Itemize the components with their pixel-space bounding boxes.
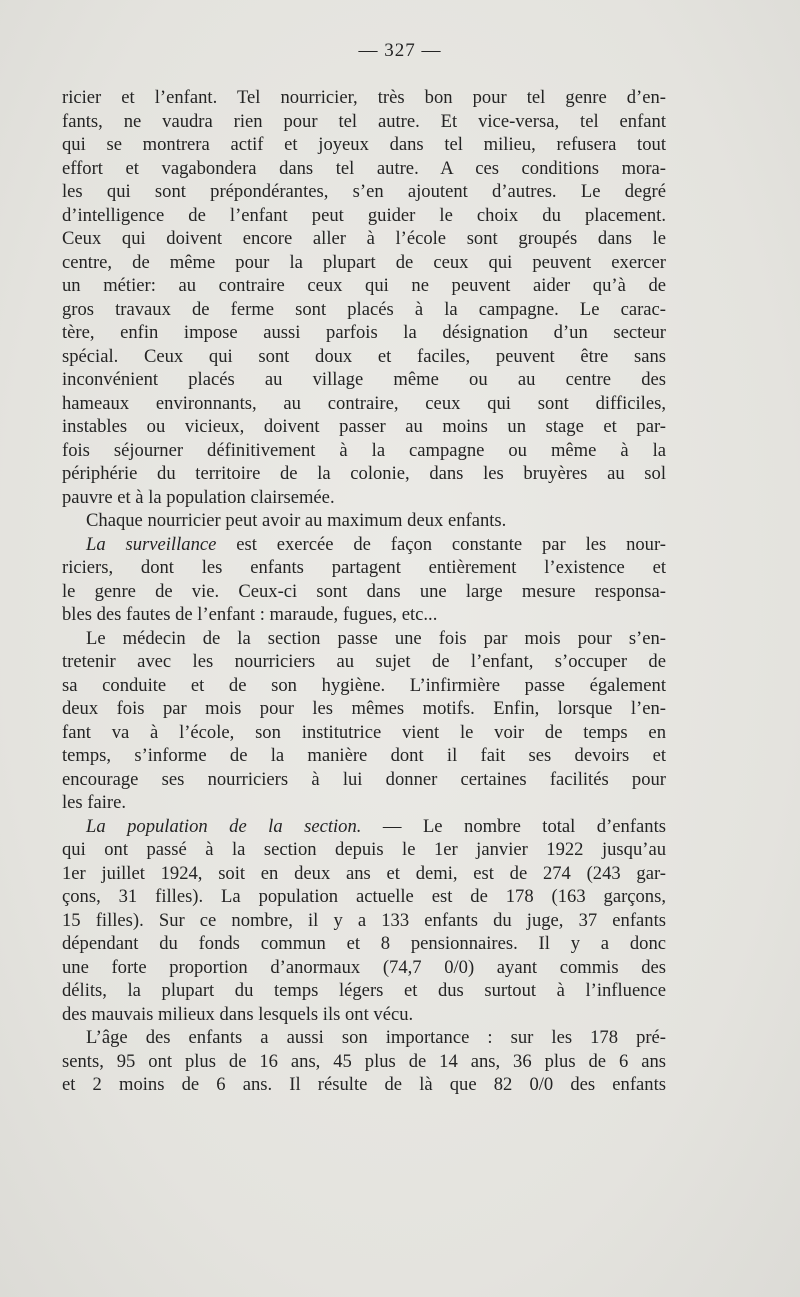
text-line bbox=[62, 462, 666, 486]
line-text: une forte proportion d’anormaux (74,7 0/0) ayant commis des bbox=[62, 956, 666, 978]
text-line bbox=[62, 298, 666, 322]
line-text: ricier et l’enfant. Tel nourricier, très bon pour tel genre d’en- bbox=[62, 87, 666, 108]
line-text: qui ont passé à la section depuis le 1er janvier 1922 jusqu’au bbox=[62, 839, 666, 860]
text-line bbox=[62, 251, 666, 275]
line-text: fois séjourner définitivement à la campagne ou même à la bbox=[62, 439, 666, 461]
text-line bbox=[62, 321, 666, 345]
text-line bbox=[62, 204, 666, 228]
line-text: pauvre et à la population clairsemée. bbox=[62, 486, 335, 508]
line-text: centre, de même pour la plupart de ceux qui peuvent exercer bbox=[62, 251, 666, 273]
text-line bbox=[62, 580, 666, 604]
line-text: — Le nombre total d’enfants bbox=[361, 815, 666, 837]
line-text: 1er juillet 1924, soit en deux ans et demi, est de 274 (243 gar- bbox=[62, 862, 666, 884]
text-line bbox=[62, 415, 666, 439]
text-line bbox=[62, 180, 666, 204]
text-line bbox=[62, 1003, 666, 1027]
line-text: les faire. bbox=[62, 792, 127, 813]
text-line bbox=[62, 439, 666, 463]
text-line bbox=[62, 486, 666, 510]
text-line bbox=[62, 815, 666, 839]
line-text: sa conduite et de son hygiène. L’infirmière passe également bbox=[62, 674, 666, 696]
line-text: inconvénient placés au village même ou au centre des bbox=[62, 369, 666, 390]
text-line bbox=[62, 227, 666, 251]
page-number: — 327 — bbox=[358, 40, 442, 61]
line-text: fant va à l’école, son institutrice vient le voir de temps en bbox=[62, 721, 666, 743]
body-text bbox=[62, 86, 666, 1097]
line-text: effort et vagabondera dans tel autre. A ces conditions mora- bbox=[62, 157, 666, 179]
text-line bbox=[62, 274, 666, 298]
text-line bbox=[62, 345, 666, 369]
line-text: tère, enfin impose aussi parfois la désignation d’un secteur bbox=[62, 322, 666, 343]
text-line bbox=[62, 956, 666, 980]
italic-heading: La population de la section. bbox=[86, 815, 362, 837]
line-text: des mauvais milieux dans lesquels ils ont vécu. bbox=[62, 1003, 414, 1025]
line-text: tretenir avec les nourriciers au sujet de l’enfant, s’occuper de bbox=[62, 651, 666, 672]
line-text: d’intelligence de l’enfant peut guider le choix du placement. bbox=[62, 204, 666, 226]
line-text: dépendant du fonds commun et 8 pensionnaires. Il y a donc bbox=[62, 933, 666, 954]
text-line bbox=[62, 721, 666, 745]
text-line bbox=[62, 1073, 666, 1097]
line-text: et 2 moins de 6 ans. Il résulte de là que 82 0/0 des enfants bbox=[62, 1074, 666, 1095]
line-text: Chaque nourricier peut avoir au maximum deux enfants. bbox=[86, 510, 507, 531]
text-line bbox=[62, 650, 666, 674]
text-line bbox=[62, 909, 666, 933]
text-line bbox=[62, 556, 666, 580]
line-text: Ceux qui doivent encore aller à l’école sont groupés dans le bbox=[62, 228, 666, 249]
text-line bbox=[62, 674, 666, 698]
text-line bbox=[62, 744, 666, 768]
text-line bbox=[62, 697, 666, 721]
line-text: deux fois par mois pour les mêmes motifs. Enfin, lorsque l’en- bbox=[62, 698, 666, 719]
text-line bbox=[62, 838, 666, 862]
line-text: gros travaux de ferme sont placés à la campagne. Le carac- bbox=[62, 298, 666, 320]
text-line bbox=[62, 627, 666, 651]
line-text: riciers, dont les enfants partagent entièrement l’existence et bbox=[62, 557, 666, 578]
line-text: encourage ses nourriciers à lui donner certaines facilités pour bbox=[62, 768, 666, 790]
text-line bbox=[62, 1050, 666, 1074]
line-text: le genre de vie. Ceux-ci sont dans une large mesure responsa- bbox=[62, 580, 666, 602]
line-text: 15 filles). Sur ce nombre, il y a 133 enfants du juge, 37 enfants bbox=[62, 909, 666, 931]
line-text: un métier: au contraire ceux qui ne peuvent aider qu’à de bbox=[62, 275, 666, 296]
text-line bbox=[62, 133, 666, 157]
text-line bbox=[62, 533, 666, 557]
line-text: L’âge des enfants a aussi son importance : sur les 178 pré- bbox=[86, 1027, 666, 1048]
line-text: Le médecin de la section passe une fois par mois pour s’en- bbox=[86, 627, 666, 649]
line-text: périphérie du territoire de la colonie, dans les bruyères au sol bbox=[62, 463, 666, 484]
line-text: est exercée de façon constante par les nour- bbox=[216, 533, 666, 555]
text-line bbox=[62, 1026, 666, 1050]
line-text: les qui sont prépondérantes, s’en ajoutent d’autres. Le degré bbox=[62, 181, 666, 202]
line-text: hameaux environnants, au contraire, ceux qui sont difficiles, bbox=[62, 392, 666, 414]
text-line bbox=[62, 157, 666, 181]
text-line bbox=[62, 368, 666, 392]
text-line bbox=[62, 885, 666, 909]
line-text: qui se montrera actif et joyeux dans tel milieu, refusera tout bbox=[62, 134, 666, 155]
line-text: délits, la plupart du temps légers et dus surtout à l’influence bbox=[62, 980, 666, 1001]
text-line bbox=[62, 932, 666, 956]
line-text: çons, 31 filles). La population actuelle est de 178 (163 garçons, bbox=[62, 886, 666, 907]
line-text: fants, ne vaudra rien pour tel autre. Et vice-versa, tel enfant bbox=[62, 110, 666, 132]
line-text: spécial. Ceux qui sont doux et faciles, peuvent être sans bbox=[62, 345, 666, 367]
text-line bbox=[62, 86, 666, 110]
text-line bbox=[62, 768, 666, 792]
text-line bbox=[62, 110, 666, 134]
line-text: bles des fautes de l’enfant : maraude, fugues, etc... bbox=[62, 604, 438, 625]
line-text: sents, 95 ont plus de 16 ans, 45 plus de 14 ans, 36 plus de 6 ans bbox=[62, 1050, 666, 1072]
text-line bbox=[62, 979, 666, 1003]
text-line bbox=[62, 862, 666, 886]
text-line bbox=[62, 392, 666, 416]
line-text: temps, s’informe de la manière dont il fait ses devoirs et bbox=[62, 745, 666, 766]
text-line bbox=[62, 509, 666, 533]
text-line bbox=[62, 603, 666, 627]
italic-heading: La surveillance bbox=[86, 533, 217, 555]
line-text: instables ou vicieux, doivent passer au moins un stage et par- bbox=[62, 416, 666, 437]
text-line bbox=[62, 791, 666, 815]
